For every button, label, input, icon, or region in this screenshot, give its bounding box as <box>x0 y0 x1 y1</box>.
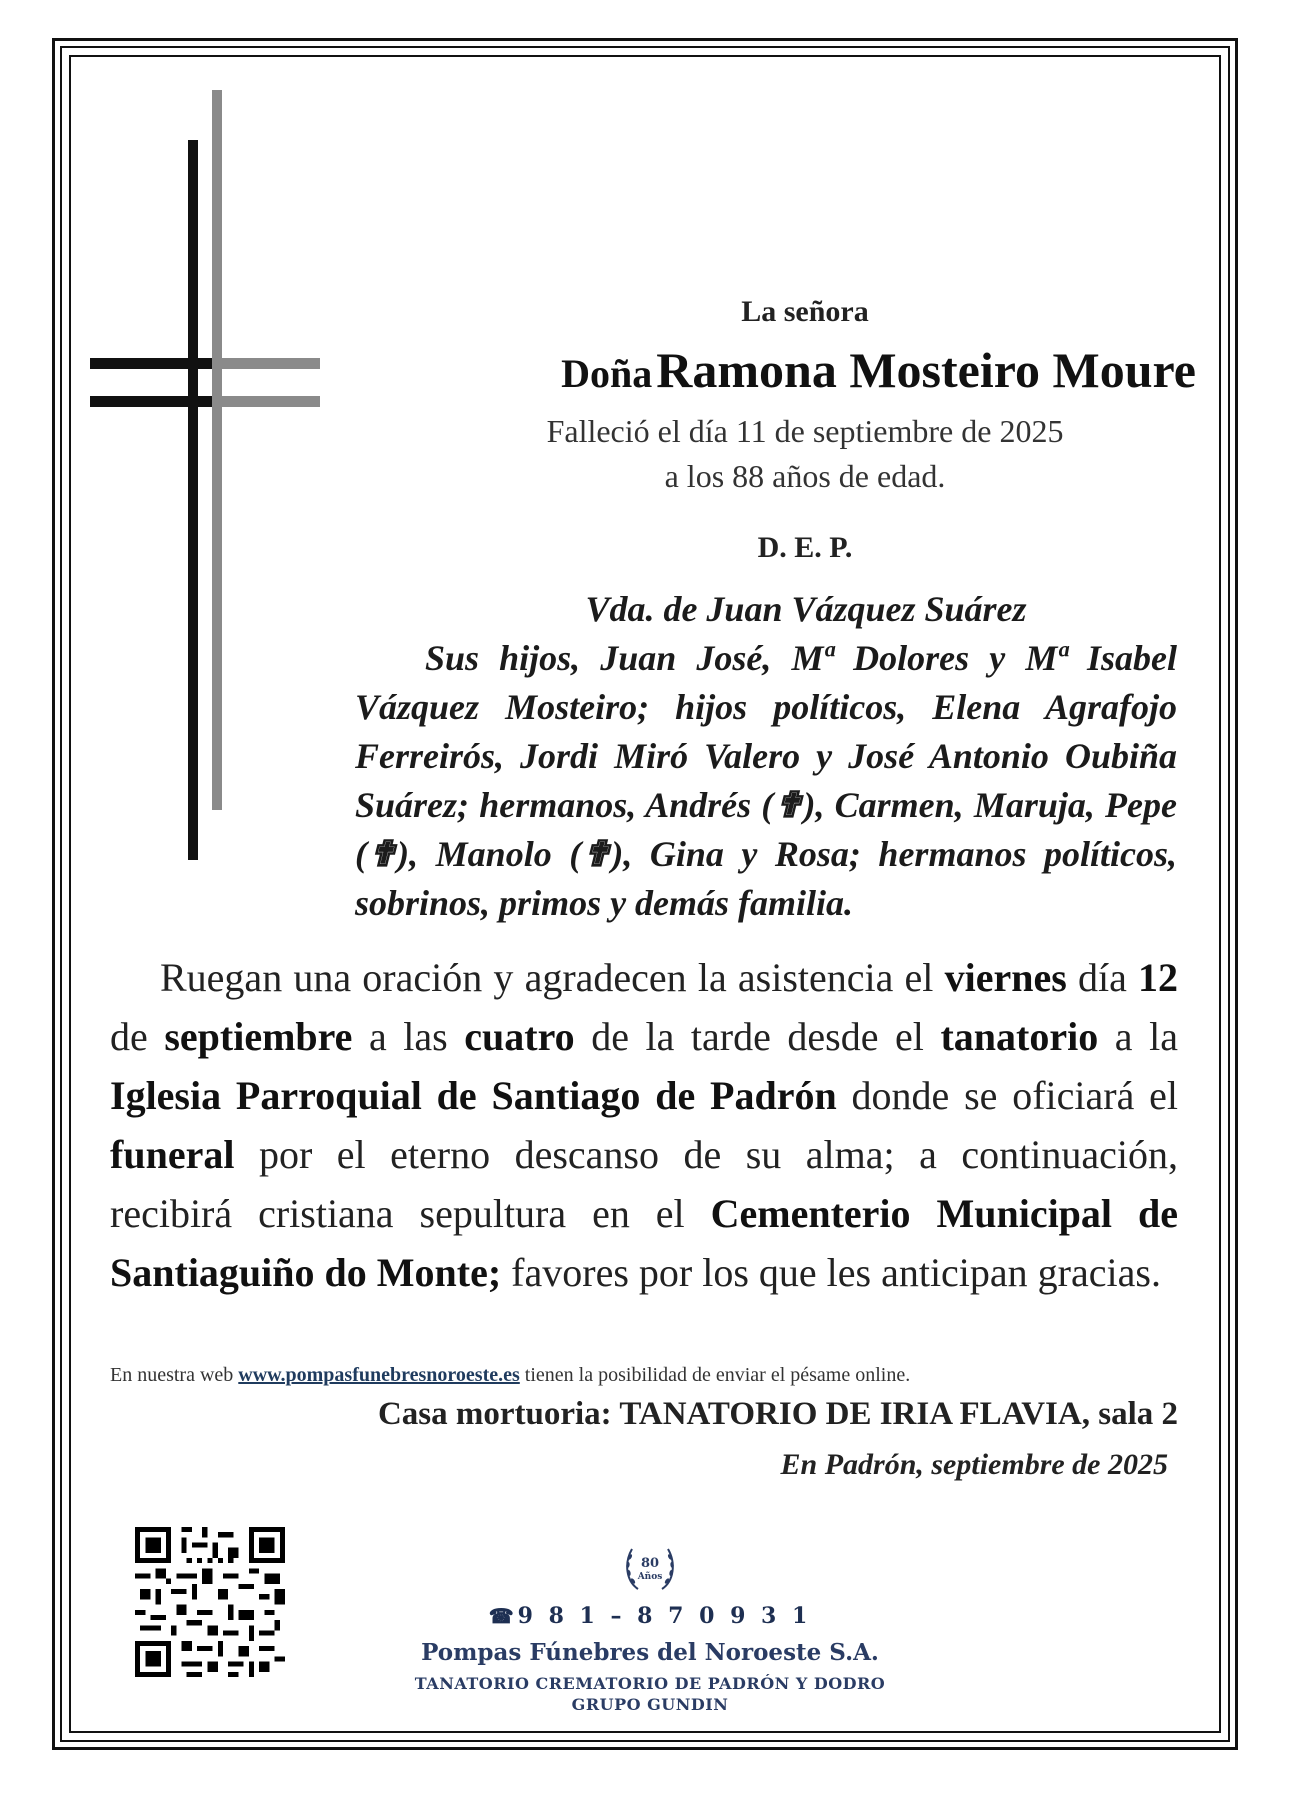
company-name: Pompas Fúnebres del Noroeste S.A. <box>421 1639 879 1666</box>
ceremony-text <box>110 948 1178 1302</box>
phone-number-row <box>350 1603 950 1629</box>
ceremony-text-part: Ruegan una oración y agradecen la asistencia el <box>160 955 945 1000</box>
dep-label: D. E. P. <box>757 531 853 564</box>
ceremony-text-part: por el eterno descanso de su alma; a continuación, recibirá cristiana sepultura en el <box>110 1132 1178 1236</box>
place-date: En Padrón, septiembre de 2025 <box>780 1448 1168 1481</box>
ceremony-origin: tanatorio <box>940 1014 1099 1059</box>
family-block <box>355 585 1177 928</box>
cross-black-vertical <box>188 140 198 860</box>
ceremony-text-part: de <box>110 1014 165 1059</box>
ceremony-text-part: donde se oficiará el <box>836 1073 1179 1118</box>
widow-of: Vda. de Juan Vázquez Suárez <box>585 589 1027 629</box>
header-block <box>410 295 1200 565</box>
casa-mortuoria: Casa mortuoria: TANATORIO DE IRIA FLAVIA, sala 2 <box>377 1396 1178 1432</box>
age: a los 88 años de edad. <box>664 458 946 494</box>
emblem-years: Años <box>637 1572 663 1582</box>
web-prefix: En nuestra web <box>110 1364 239 1386</box>
ceremony-text-part: de la tarde desde el <box>574 1014 941 1059</box>
ceremony-hour: cuatro <box>464 1014 575 1059</box>
ceremony-date-number: 12 <box>1138 955 1178 1000</box>
tanatorio-name: TANATORIO CREMATORIO DE PADRÓN Y DODRO <box>414 1674 886 1693</box>
senora-label: La señora <box>741 295 869 328</box>
qr-code-icon[interactable] <box>135 1527 285 1677</box>
phone-number: 9 8 1 – 8 7 0 9 3 1 <box>517 1603 812 1629</box>
group-name: GRUPO GUNDIN <box>571 1695 729 1714</box>
death-date: Falleció el día 11 de septiembre de 2025 <box>546 413 1064 449</box>
web-suffix: tienen la posibilidad de enviar el pésame online. <box>519 1364 911 1386</box>
ceremony-day: viernes <box>944 955 1067 1000</box>
cross-grey-vertical <box>212 90 222 810</box>
funeral-home-footer <box>350 1535 950 1714</box>
website-link[interactable]: www.pompasfunebresnoroeste.es <box>238 1364 520 1386</box>
cross-black-horizontal-top <box>90 358 212 369</box>
emblem-number: 80 <box>640 1556 660 1571</box>
ceremony-text-part: día <box>1066 955 1138 1000</box>
cross-black-horizontal-bottom <box>90 396 212 407</box>
cross-grey-horizontal-bottom <box>198 396 320 407</box>
family-list: Sus hijos, Juan José, Mª Dolores y Mª Isabel Vázquez Mosteiro; hijos políticos, Elena Agrafojo Ferreirós, Jordi Miró Valero y José Antonio Oubiña Suárez; hermanos, Andrés (✟), Carmen, Maruja, Pepe (✟), Manolo (✟), Gina y Rosa; hermanos políticos, sobrinos, primos y demás familia. <box>355 638 1177 923</box>
cross-icon <box>90 90 330 870</box>
cross-grey-horizontal-top <box>198 358 320 369</box>
ceremony-funeral: funeral <box>110 1132 235 1177</box>
ceremony-text-part: a las <box>352 1014 465 1059</box>
anniversary-laurel-icon <box>618 1535 682 1599</box>
full-name: Ramona Mosteiro Moure <box>656 342 1196 398</box>
ceremony-text-part: favores por los que les anticipan gracias. <box>501 1250 1161 1295</box>
phone-icon: ☎ <box>488 1604 514 1628</box>
ceremony-cemetery: Cementerio Municipal de Santiaguiño do Monte; <box>110 1191 1178 1295</box>
web-notice <box>110 1364 910 1387</box>
deceased-name <box>410 341 1200 399</box>
dona-label: Doña <box>561 351 653 396</box>
ceremony-month: septiembre <box>164 1014 353 1059</box>
ceremony-text-part: a la <box>1098 1014 1178 1059</box>
ceremony-church: Iglesia Parroquial de Santiago de Padrón <box>110 1073 837 1118</box>
